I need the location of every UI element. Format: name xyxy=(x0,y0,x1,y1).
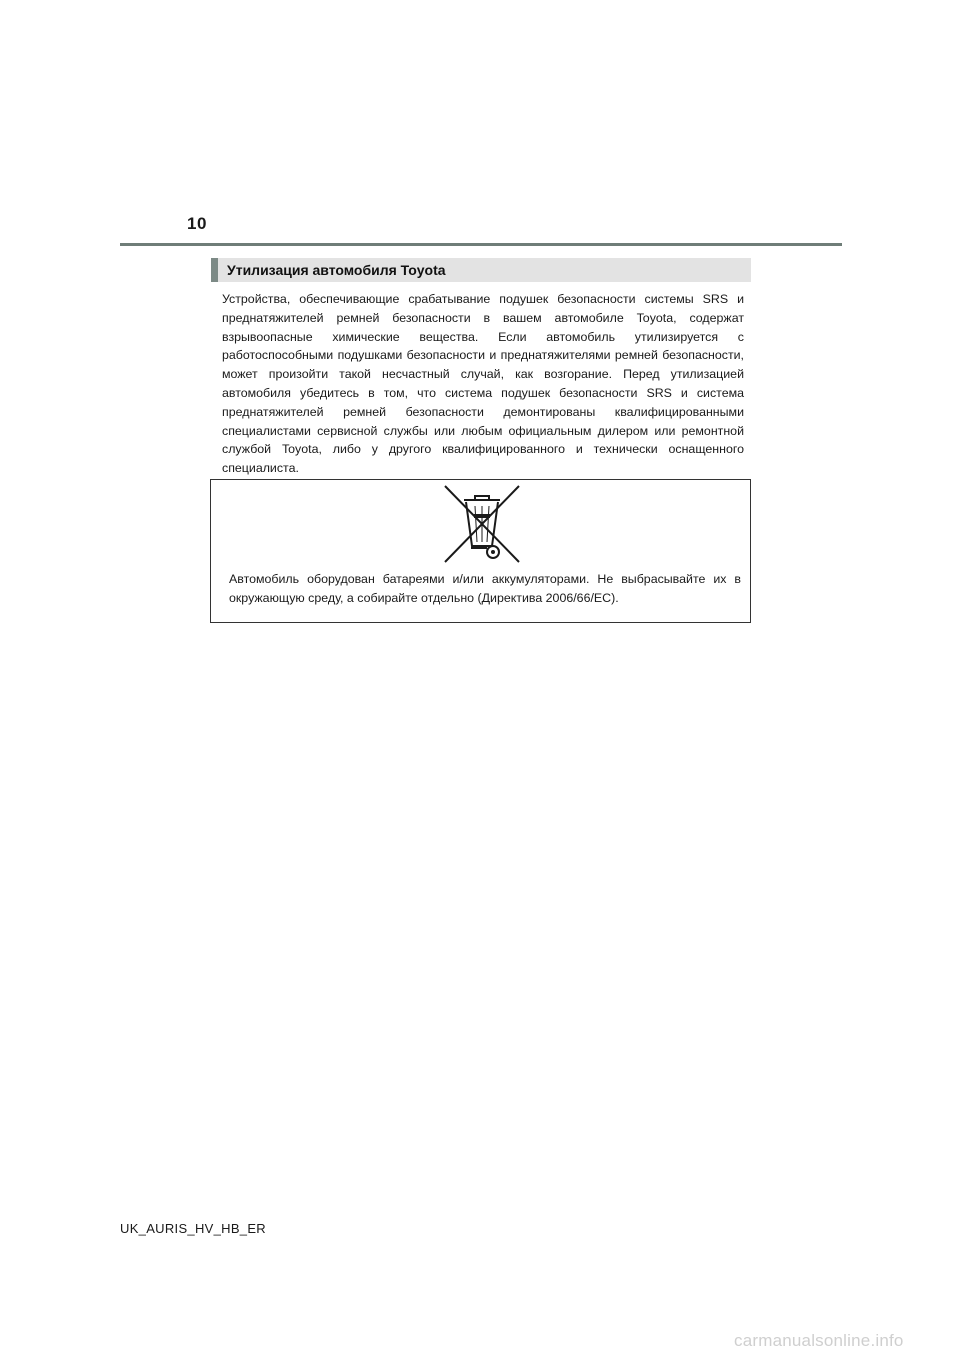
section-body-text: Устройства, обеспечивающие срабатывание подушек безопасности системы SRS и преднатяжителей ремней безопасности в вашем автомобиле Toyota, содержат взрывоопасные химические вещества. Если автомобиль утилизируется с работоспособными подушками безопасности и преднатяжителями ремней безопасности, может произойти такой несчастный случай, как возгорание. Перед утилизацией автомобиля убедитесь в том, что система подушек безопасности SRS и система преднатяжителей ремней безопасности демонтированы квалифицированными специалистами сервисной службы или любым официальным дилером или ремонтной службой Toyota, либо у другого квалифицированного и технически оснащенного специалиста. xyxy=(222,292,744,476)
crossed-out-wheelie-bin-icon xyxy=(443,484,521,564)
header-rule xyxy=(120,243,842,246)
document-code: UK_AURIS_HV_HB_ER xyxy=(120,1221,266,1236)
page-number: 10 xyxy=(187,214,207,233)
battery-notice-text: Автомобиль оборудован батареями и/или аккумуляторами. Не выбрасывайте их в окружающую среду, а собирайте отдельно (Директива 2006/66/EC). xyxy=(229,572,741,605)
section-title: Утилизация автомобиля Toyota xyxy=(211,258,751,282)
watermark: carmanualsonline.info xyxy=(734,1331,904,1350)
battery-notice-box xyxy=(210,479,751,623)
